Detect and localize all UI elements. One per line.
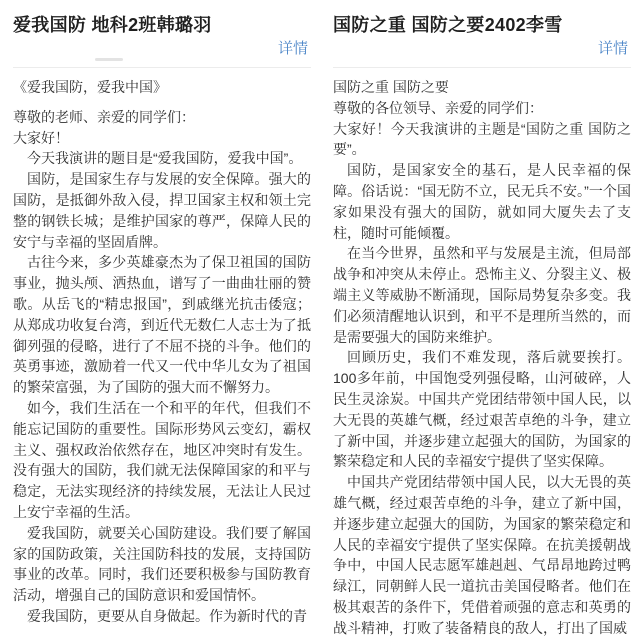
- paragraph: 如今，我们生活在一个和平的年代，但我们不能忘记国防的重要性。国际形势风云变幻，霸权主义、强权政治依然存在，地区冲突时有发生。没有强大的国防，我们就无法保障国家的和平与稳定，无法实现经济的持续发展，无法让人民过上安宁幸福的生活。: [13, 399, 311, 520]
- paragraph: 在当今世界，虽然和平与发展是主流，但局部战争和冲突从未停止。恐怖主义、分裂主义、极端主义等威胁不断涌现，国际局势复杂多变。我们必须清醒地认识到，和平不是理所当然的，而是需要强大的国防来维护。: [333, 245, 631, 345]
- paragraph: 爱我国防，更要从自身做起。作为新时代的青: [27, 607, 307, 624]
- paragraph: 中国共产党团结带领中国人民，以大无畏的英雄气概，经过艰苦卓绝的斗争，建立了新中国，并逐步建立起强大的国防，为国家的繁荣稳定和人民的幸福安宁提供了坚实保障。在抗美援朝战争中，中国人民志愿军雄赳赳、气昂昂地跨过鸭绿江，同朝鲜人民一道抗击美国侵略者。他们在极其艰苦的条件下，凭借着顽强的意志和英勇的战斗精神，打败了装备精良的敌人，打出了国威: [333, 474, 631, 636]
- essay-title: 国防之重 国防之要2402李雪: [333, 15, 563, 35]
- paragraph: 国防，是国家安全的基石，是人民幸福的保障。俗话说：“国无防不立，民无兵不安。”一个国家如果没有强大的国防，就如同大厦失去了支柱，随时可能倾覆。: [333, 162, 631, 241]
- paragraph: 古往今来，多少英雄豪杰为了保卫祖国的国防事业，抛头颅、洒热血，谱写了一曲曲壮丽的赞歌。从岳飞的“精忠报国”，到戚继光抗击倭寇；从郑成功收复台湾，到近代无数仁人志士为了抵御列强的侵略，进行了不屈不挠的斗争。他们的英勇事迹，激励着一代又一代中华儿女为了祖国的繁荣富强，为了国防的强大而不懈努力。: [13, 254, 311, 396]
- paragraph: 回顾历史，我们不难发现，落后就要挨打。100多年前，中国饱受列强侵略，山河破碎，人民生灵涂炭。中国共产党团结带领中国人民，以大无畏的英雄气概，经过艰苦卓绝的斗争，建立了新中国，并逐步建立起强大的国防，为国家的繁荣稳定和人民的幸福安宁提供了坚实保障。: [333, 349, 631, 470]
- paragraph: 国防之重 国防之要: [333, 79, 449, 95]
- paragraph: 今天我演讲的题目是“爱我国防，爱我中国”。: [27, 150, 303, 167]
- essay-card-right: [320, 0, 640, 640]
- detail-link[interactable]: 详情: [277, 40, 308, 57]
- essay-card-header: [13, 0, 311, 68]
- paragraph: 大家好！今天我演讲的主题是“国防之重 国防之要”。: [333, 120, 631, 158]
- paragraph: 国防，是国家生存与发展的安全保障。强大的国防，是抵御外敌入侵，捍卫国家主权和领土完整的钢铁长城；是维护国家的尊严，保障人民的安宁与幸福的坚固盾牌。: [13, 171, 311, 250]
- detail-link[interactable]: 详情: [597, 40, 628, 57]
- paragraph: 大家好！: [13, 129, 69, 146]
- paragraph: 尊敬的老师、亲爱的同学们：: [13, 108, 195, 125]
- essay-card-header: [333, 0, 631, 68]
- essay-body: [333, 68, 631, 639]
- essay-body: [13, 68, 311, 627]
- essay-title: 爱我国防 地科2班韩璐羽: [13, 15, 212, 35]
- drag-indicator-dash: [95, 58, 123, 61]
- paragraph: 爱我国防，就要关心国防建设。我们要了解国家的国防政策，关注国防科技的发展，支持国防事业的改革。同时，我们还要积极参与国防教育活动，增强自己的国防意识和爱国情怀。: [13, 524, 311, 604]
- paragraph: 尊敬的各位领导、亲爱的同学们：: [333, 99, 543, 116]
- paragraph: 《爱我国防，爱我中国》: [13, 79, 167, 95]
